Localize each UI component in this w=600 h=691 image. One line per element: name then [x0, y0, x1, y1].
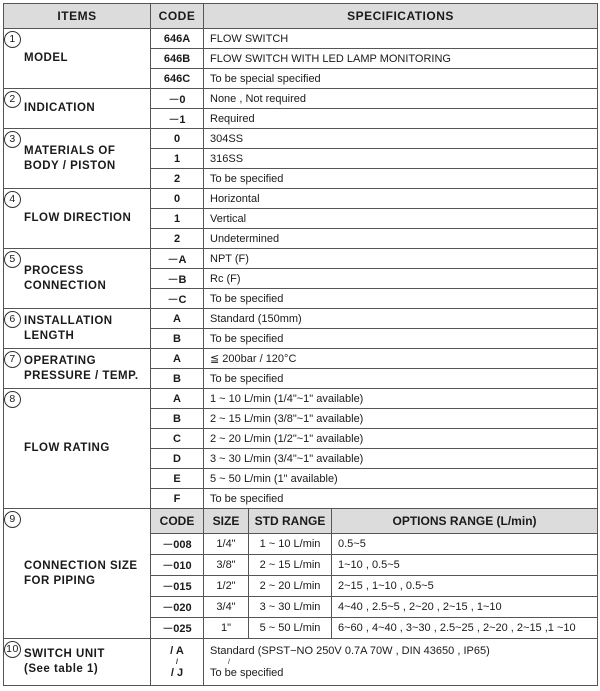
item-number-badge: 2 — [4, 91, 21, 108]
item-sections.5 — [4, 309, 151, 349]
spec-cell: Horizontal — [204, 189, 598, 209]
piping-std-range-cell: 3 ~ 30 L/min — [249, 597, 332, 618]
piping-size-cell: 3/4" — [204, 597, 249, 618]
item-label: OPERATING — [24, 354, 97, 367]
code-cell: 646A — [151, 29, 204, 49]
item-label: (See table 1) — [24, 663, 99, 675]
table-body — [4, 29, 598, 686]
item-label: CONNECTION SIZE — [24, 559, 138, 572]
code-separator: / — [176, 658, 178, 666]
item-label: MATERIALS OF — [24, 144, 116, 157]
code-cell: 646B — [151, 49, 204, 69]
item-sections.4 — [4, 249, 151, 309]
spec-cell: Undetermined — [204, 229, 598, 249]
piping-size-cell: 1/2" — [204, 576, 249, 597]
item-sections.6 — [4, 349, 151, 389]
piping-options-range-cell: 2~15 , 1~10 , 0.5~5 — [332, 576, 598, 597]
item-label: SWITCH UNIT — [24, 648, 105, 660]
piping-header-options-range: OPTIONS RANGE (L/min) — [332, 509, 598, 534]
code-cell: 1 — [151, 149, 204, 169]
code-cell: D — [151, 449, 204, 469]
item-label: PROCESS — [24, 264, 84, 277]
spec-a: Standard (SPST−NO 250V 0.7A 70W , DIN 43650 , IP65) — [210, 644, 490, 657]
spec-cell: Vertical — [204, 209, 598, 229]
code-cell: A — [151, 309, 204, 329]
item-number-badge: 5 — [4, 251, 21, 268]
item-number-badge: 10 — [4, 641, 21, 658]
spec-cell: Required — [204, 109, 598, 129]
table-row — [4, 189, 598, 209]
item-label: FLOW DIRECTION — [24, 212, 132, 224]
code-cell: C — [151, 429, 204, 449]
spec-cell: FLOW SWITCH WITH LED LAMP MONITORING — [204, 49, 598, 69]
code-cell: A — [151, 349, 204, 369]
spec-cell: 2 ~ 20 L/min (1/2"~1" available) — [204, 429, 598, 449]
code-cell: B — [151, 409, 204, 429]
piping-options-range-cell: 4~40 , 2.5~5 , 2~20 , 2~15 , 1~10 — [332, 597, 598, 618]
spec-cell: Rc (F) — [204, 269, 598, 289]
table-row — [4, 349, 598, 369]
header-code: CODE — [151, 4, 204, 29]
spec-cell: To be specified — [204, 169, 598, 189]
item-label: LENGTH — [24, 329, 75, 342]
code-cell: F — [151, 489, 204, 509]
specification-table — [3, 3, 598, 686]
item-label: MODEL — [24, 52, 69, 64]
piping-code-cell: －010 — [151, 555, 204, 576]
code-cell: 0 — [151, 189, 204, 209]
header-specifications: SPECIFICATIONS — [204, 4, 598, 29]
code-cell: －C — [151, 289, 204, 309]
item-piping — [4, 509, 151, 639]
item-sections.2 — [4, 129, 151, 189]
spec-cell: FLOW SWITCH — [204, 29, 598, 49]
item-label: BODY / PISTON — [24, 159, 116, 172]
piping-options-range-cell: 0.5~5 — [332, 534, 598, 555]
spec-cell: To be specified — [204, 289, 598, 309]
switch-unit-spec-cell — [204, 639, 598, 686]
piping-code-cell: －020 — [151, 597, 204, 618]
piping-size-cell: 1/4" — [204, 534, 249, 555]
table-row — [4, 639, 598, 686]
item-label: FOR PIPING — [24, 574, 96, 587]
code-cell: －0 — [151, 89, 204, 109]
table-row — [4, 129, 598, 149]
spec-cell: ≦ 200bar / 120°C — [204, 349, 598, 369]
spec-cell: 2 ~ 15 L/min (3/8"~1" available) — [204, 409, 598, 429]
code-cell: B — [151, 369, 204, 389]
item-label: FLOW RATING — [24, 442, 110, 454]
item-number-badge: 8 — [4, 391, 21, 408]
code-j: / J — [170, 666, 184, 679]
item-number-badge: 4 — [4, 191, 21, 208]
spec-cell: Standard (150mm) — [204, 309, 598, 329]
item-number-badge: 1 — [4, 31, 21, 48]
spec-cell: To be special specified — [204, 69, 598, 89]
spec-cell: To be specified — [204, 489, 598, 509]
piping-std-range-cell: 5 ~ 50 L/min — [249, 618, 332, 639]
code-cell: E — [151, 469, 204, 489]
piping-header-size: SIZE — [204, 509, 249, 534]
code-cell: 2 — [151, 169, 204, 189]
header-items: ITEMS — [4, 4, 151, 29]
piping-options-range-cell: 6~60 , 4~40 , 3~30 , 2.5~25 , 2~20 , 2~15 ,1 ~10 — [332, 618, 598, 639]
spec-separator: / — [228, 658, 230, 666]
code-cell: 1 — [151, 209, 204, 229]
table-row — [4, 389, 598, 409]
code-cell: －B — [151, 269, 204, 289]
item-number-badge: 3 — [4, 131, 21, 148]
table-row — [4, 309, 598, 329]
code-cell: －A — [151, 249, 204, 269]
item-sections.0 — [4, 29, 151, 89]
piping-size-cell: 3/8" — [204, 555, 249, 576]
item-number-badge: 6 — [4, 311, 21, 328]
code-a: / A — [170, 644, 184, 657]
spec-cell: 1 ~ 10 L/min (1/4"~1" available) — [204, 389, 598, 409]
spec-cell: 316SS — [204, 149, 598, 169]
spec-cell: None , Not required — [204, 89, 598, 109]
spec-cell: NPT (F) — [204, 249, 598, 269]
spec-cell: To be specified — [204, 329, 598, 349]
table-row — [4, 249, 598, 269]
item-switch_unit — [4, 639, 151, 686]
piping-std-range-cell: 2 ~ 15 L/min — [249, 555, 332, 576]
piping-code-cell: －025 — [151, 618, 204, 639]
item-sections.7 — [4, 389, 151, 509]
item-number-badge: 9 — [4, 511, 21, 528]
item-label: INDICATION — [24, 102, 96, 114]
spec-cell: 5 ~ 50 L/min (1" available) — [204, 469, 598, 489]
table-row — [4, 29, 598, 49]
code-cell: －1 — [151, 109, 204, 129]
code-cell: B — [151, 329, 204, 349]
code-cell: 646C — [151, 69, 204, 89]
piping-std-range-cell: 1 ~ 10 L/min — [249, 534, 332, 555]
item-number-badge: 7 — [4, 351, 21, 368]
code-cell: 0 — [151, 129, 204, 149]
item-sections.1 — [4, 89, 151, 129]
item-sections.3 — [4, 189, 151, 249]
code-cell: A — [151, 389, 204, 409]
spec-cell: 3 ~ 30 L/min (3/4"~1" available) — [204, 449, 598, 469]
piping-code-cell: －008 — [151, 534, 204, 555]
item-label: CONNECTION — [24, 279, 107, 292]
piping-header-std-range: STD RANGE — [249, 509, 332, 534]
piping-header-code: CODE — [151, 509, 204, 534]
piping-header-row — [4, 509, 598, 534]
piping-options-range-cell: 1~10 , 0.5~5 — [332, 555, 598, 576]
piping-std-range-cell: 2 ~ 20 L/min — [249, 576, 332, 597]
piping-size-cell: 1" — [204, 618, 249, 639]
table-row — [4, 89, 598, 109]
switch-unit-code-cell — [151, 639, 204, 686]
item-label: INSTALLATION — [24, 314, 113, 327]
item-label: PRESSURE / TEMP. — [24, 369, 139, 382]
code-cell: 2 — [151, 229, 204, 249]
spec-cell: 304SS — [204, 129, 598, 149]
spec-cell: To be specified — [204, 369, 598, 389]
spec-j: To be specified — [210, 666, 284, 679]
piping-code-cell: －015 — [151, 576, 204, 597]
